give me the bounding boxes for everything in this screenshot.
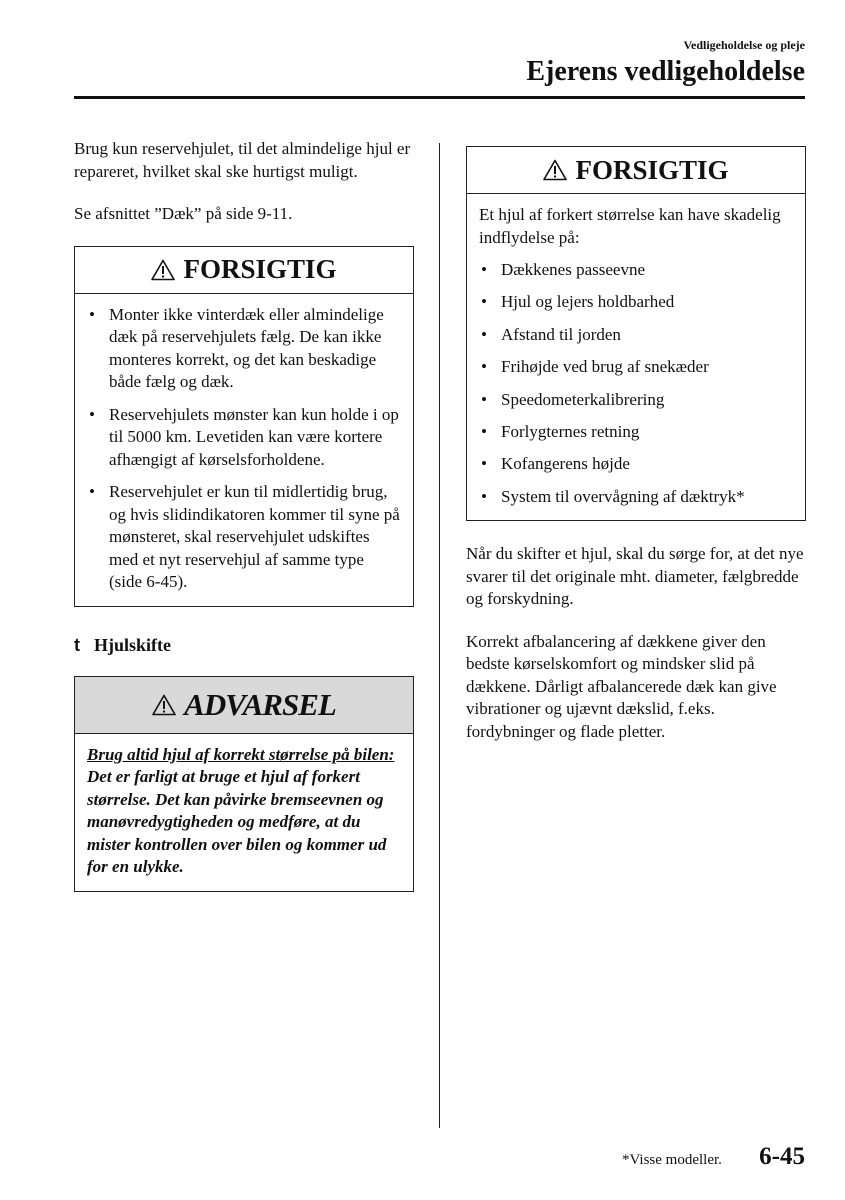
list-item: • Frihøjde ved brug af snekæder xyxy=(479,356,793,379)
left-column xyxy=(74,138,414,892)
warning-triangle-icon xyxy=(151,259,175,281)
right-column xyxy=(466,138,806,763)
running-header-section: Vedligeholdelse og pleje xyxy=(683,38,805,52)
warning-text: Det er farligt at bruge et hjul af forkert størrelse. Det kan påvirke bremseevnen og manøvredygtigheden og medføre, at du mister kontrollen over bilen og kommer ud for en ulykke. xyxy=(87,767,387,876)
caution-box-left xyxy=(74,246,414,607)
warning-triangle-icon xyxy=(543,159,567,181)
list-item: • System til overvågning af dæktryk* xyxy=(479,486,793,509)
warning-title: ADVARSEL xyxy=(184,686,336,722)
list-item: • Hjul og lejers holdbarhed xyxy=(479,291,793,314)
section-heading xyxy=(74,635,414,656)
caution-list xyxy=(479,259,793,508)
paragraph-see-section: Se afsnittet ”Dæk” på side 9-11. xyxy=(74,204,293,223)
list-item: • Reservehjulets mønster kan kun holde i op til 5000 km. Levetiden kan være kortere afhængigt af kørselsforholdene. xyxy=(87,404,401,472)
caution-title: FORSIGTIG xyxy=(575,154,729,185)
page-title: Ejerens vedligeholdelse xyxy=(526,56,805,87)
caution-header xyxy=(467,147,805,194)
caution-intro: Et hjul af forkert størrelse kan have skadelig indflydelse på: xyxy=(479,205,781,247)
list-item: • Kofangerens højde xyxy=(479,453,793,476)
caution-body xyxy=(467,194,805,520)
caution-body xyxy=(75,294,413,606)
list-item: • Reservehjulet er kun til midlertidig brug, og hvis slidindikatoren kommer til syne på mønsteret, skal reservehjulet udskiftes med et nyt reservehjul af samme type (side 6-45). xyxy=(87,481,401,594)
paragraph-wheel-change: Når du skifter et hjul, skal du sørge for, at det nye svarer til det originale mht. diameter, fælgbredde og forskydning. xyxy=(466,544,804,609)
list-item: • Speedometerkalibrering xyxy=(479,389,793,412)
list-item: • Dækkenes passeevne xyxy=(479,259,793,282)
footnote: *Visse modeller. xyxy=(622,1152,722,1168)
list-item: • Forlygternes retning xyxy=(479,421,793,444)
warning-lead: Brug altid hjul af korrekt størrelse på bilen: xyxy=(87,744,395,764)
page-number: 6-45 xyxy=(759,1143,805,1170)
section-heading-text: Hjulskifte xyxy=(94,634,172,655)
caution-list xyxy=(87,304,401,594)
paragraph-balancing: Korrekt afbalancering af dækkene giver den bedste kørselskomfort og mindsker slid på dækkene. Dårligt afbalancerede dæk kan give vibrationer og ujævnt dækslid, f.eks. fordybninger og flade pletter. xyxy=(466,631,777,741)
section-marker: t xyxy=(74,634,80,655)
header-rule xyxy=(74,96,805,99)
caution-box-right xyxy=(466,146,806,521)
warning-box xyxy=(74,676,414,892)
caution-header xyxy=(75,247,413,294)
warning-body xyxy=(75,734,413,891)
paragraph-spare-wheel: Brug kun reservehjulet, til det almindelige hjul er repareret, hvilket skal ske hurtigst muligt. xyxy=(74,139,411,181)
list-item: • Afstand til jorden xyxy=(479,324,793,347)
list-item: • Monter ikke vinterdæk eller almindelige dæk på reservehjulets fælg. De kan ikke monteres korrekt, og det kan beskadige både fælg og dæk. xyxy=(87,304,401,394)
warning-triangle-icon xyxy=(152,694,176,716)
warning-header xyxy=(75,677,413,734)
caution-title: FORSIGTIG xyxy=(183,254,337,284)
column-divider xyxy=(439,143,440,1128)
